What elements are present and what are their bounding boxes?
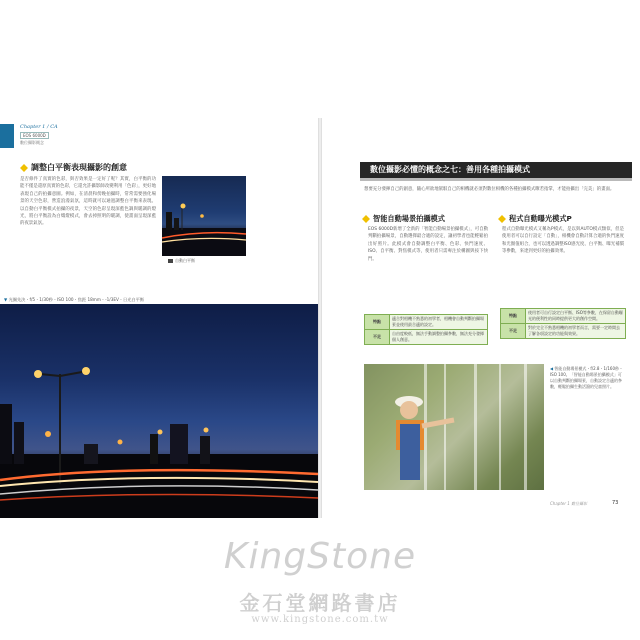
photo-icon xyxy=(168,259,173,263)
bullet-icon xyxy=(362,215,370,223)
subsection-title-2 xyxy=(498,214,572,224)
subsection-title-1 xyxy=(362,214,445,224)
table-value: 自由度較低，無法手動調整拍攝參數，無法充分發揮個人創意。 xyxy=(390,330,488,345)
section-title xyxy=(20,162,127,173)
table-key: 特點 xyxy=(501,309,526,324)
child-caption-text: 智能自動場景模式・f/2.8・1/160秒・ISO 100。「智能自動場景拍攝模式」可以自動判斷拍攝場景，自動設定合適的參數，輕鬆拍攝生動活潑的兒童照片。 xyxy=(550,366,624,389)
feature-table-2 xyxy=(500,308,626,339)
child-photo-caption xyxy=(550,366,624,390)
section-title-text: 調整白平衡表現攝影的創意 xyxy=(31,163,127,172)
footer-text: Chapter 1 數位攝影 xyxy=(550,501,588,506)
table-value: 適合對相機不熟悉的初學者，相機會自動判斷拍攝場景並使用最合適的設定。 xyxy=(390,315,488,330)
table-key: 特點 xyxy=(365,315,390,330)
kingstone-logo: KingStone xyxy=(223,536,417,577)
subsection-title-2-text: 程式自動曝光模式P xyxy=(509,214,572,223)
table-row xyxy=(501,309,626,324)
page-number: 73 xyxy=(612,500,619,506)
bullet-icon xyxy=(20,164,28,172)
section-banner: 數位攝影必懂的概念之七：善用各種拍攝模式 xyxy=(360,162,632,178)
table-key: 不足 xyxy=(365,330,390,345)
night-thumbnail-graphic xyxy=(162,176,246,256)
night-city-photo xyxy=(0,304,318,518)
thumbnail-caption-text: 自動白平衡 xyxy=(175,258,195,263)
child-fountain-photo xyxy=(364,364,544,490)
exif-line xyxy=(4,297,144,303)
thumbnail-caption xyxy=(168,258,195,264)
chapter-tab xyxy=(0,124,14,148)
table-row xyxy=(365,330,488,345)
right-intro-text: 想要充分發揮自己的創意，隨心所欲地駕馭自己的相機就必須對數位相機的各種拍攝模式瞭若指掌，才能拍攝出「完美」的畫面。 xyxy=(364,187,615,192)
night-city-graphic xyxy=(0,304,318,518)
banner-stripe xyxy=(360,178,632,181)
chapter-label: Chapter 1 / CA xyxy=(20,124,58,130)
table-row xyxy=(501,324,626,339)
bullet-icon xyxy=(498,215,506,223)
table-row xyxy=(365,315,488,330)
feature-table-1 xyxy=(364,314,488,345)
column-1-text: EOS 6000D新增了全新的「智能自動場景拍攝模式」，可自動判斷拍攝場景，自動選擇最合適的設定，讓初學者也能輕鬆拍出好照片。此模式會自動調整白平衡、色彩、快門速度、ISO、自平衡、對焦模式等，使用者只需專注於構圖與按下快門。 xyxy=(368,227,488,262)
left-body-text: 是否條件了真實的色彩，與否效果是一定好了呢？其實，白平衡的功能不僅是還原真實的色彩，它還允許攝影師改變利用「色彩」，更好地表現自己的拍攝意圖。例如，在清晨和傍晚拍攝時，常常需要強化場景的天空色彩，營造浪漫氣氛，這時就可以通過調整白平衡來表現。以自動白平衡模式拍攝的夜景，天空的色彩呈現深藍色調與暖調的燈光，將白平衡設為白熾燈模式，會去掉照明的暖調，使畫面呈現深藍的夜景氣氛。 xyxy=(20,177,156,227)
left-page xyxy=(0,118,318,518)
table-key: 不足 xyxy=(501,324,526,339)
camera-icon: ◀ xyxy=(550,366,554,371)
right-page xyxy=(322,118,640,518)
chapter-sub: EOS 6000D xyxy=(20,132,49,139)
kingstone-url: www.kingstone.com.tw xyxy=(251,614,389,625)
camera-icon: ▼ xyxy=(4,297,8,302)
table-value: 使用者可自行設定白平衡、ISO等參數，在保留自動曝光的便利性的同時提供更大的創作空間。 xyxy=(526,309,626,324)
subsection-title-1-text: 智能自動場景拍攝模式 xyxy=(373,214,445,223)
column-2-text: 程式自動曝光模式又稱為P模式，是以與AUTO模式類似，但是使用者可以自行設定「自動」，相機會自動計算合適的快門速度和光圈值組合，也可以透過調整ISO感光度、白平衡、曝光補償等參數，來達到更好的拍攝效果。 xyxy=(502,227,624,255)
kingstone-name: 金石堂網路書店 xyxy=(239,591,401,615)
child-photo-graphic xyxy=(364,364,544,490)
night-thumbnail-photo xyxy=(162,176,246,256)
chapter-desc: 數位攝影概念 xyxy=(20,140,44,145)
exif-text: 光圈先決・f/5・1/30秒・ISO 100・焦距 18mm・-1/3EV・日光白平衡 xyxy=(8,297,144,302)
table-value: 對於完全不熟悉相機的初學者而言，需要一定時間去了解各項設定的功能與效果。 xyxy=(526,324,626,339)
